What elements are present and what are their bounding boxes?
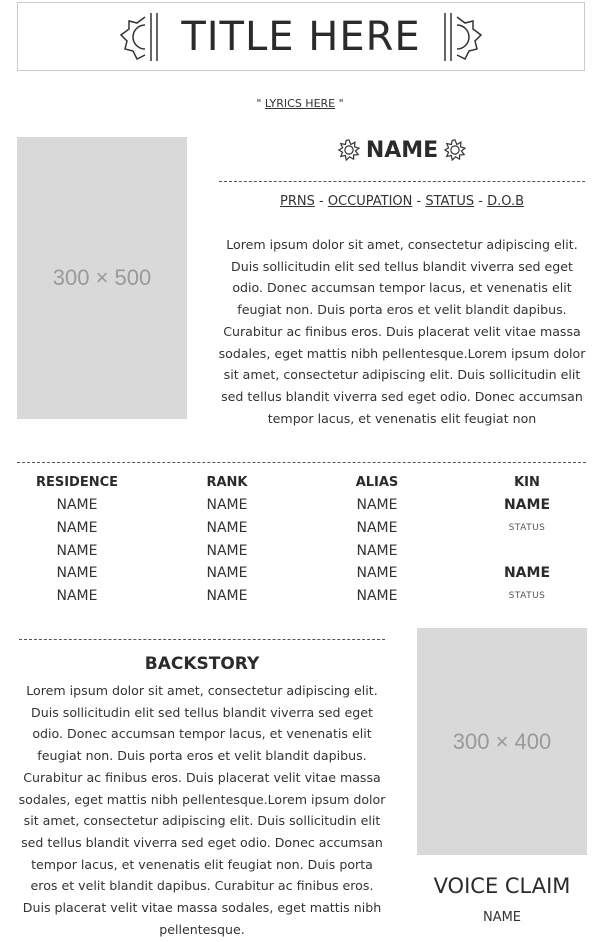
voice-claim-heading: VOICE CLAIM bbox=[433, 874, 571, 898]
detail-dob[interactable]: D.O.B bbox=[487, 194, 525, 209]
alias-item: NAME bbox=[356, 542, 398, 559]
detail-separator: - bbox=[318, 194, 324, 209]
sun-icon bbox=[338, 139, 360, 161]
residence-item: NAME bbox=[56, 497, 98, 513]
kin-header: KIN bbox=[514, 475, 540, 490]
residence-header: RESIDENCE bbox=[35, 475, 119, 490]
character-name-heading bbox=[218, 136, 586, 164]
lyrics-open-quote: " bbox=[256, 97, 262, 110]
kin-column bbox=[452, 472, 600, 608]
lyrics-close-quote: " bbox=[338, 97, 344, 110]
profile-image-placeholder bbox=[17, 137, 187, 419]
voice-claim-image-placeholder bbox=[417, 628, 587, 855]
alias-column bbox=[302, 472, 452, 608]
sun-icon bbox=[444, 139, 466, 161]
placeholder-label: 300 × 400 bbox=[452, 728, 552, 754]
ornament-left-icon bbox=[115, 9, 163, 65]
residence-item: NAME bbox=[56, 542, 98, 559]
rank-item: NAME bbox=[206, 588, 248, 605]
rank-item: NAME bbox=[206, 565, 248, 582]
kin-name: NAME bbox=[503, 565, 551, 582]
kin-spacer bbox=[452, 540, 600, 563]
backstory-heading: BACKSTORY bbox=[144, 654, 260, 674]
rank-item: NAME bbox=[206, 497, 248, 513]
residence-item: NAME bbox=[56, 588, 98, 605]
residence-column bbox=[2, 472, 152, 608]
backstory-paragraph: Lorem ipsum dolor sit amet, consectetur adipiscing elit. Duis sollicitudin elit sed tellus blandit viverra sed eget odio. Donec accumsan tempor lacus, et venenatis elit feugiat non. Duis porta eros et velit blandit dapibus. Curabitur ac finibus eros. Duis placerat velit vitae massa sodales, eget mattis nibh pellentesque.Lorem ipsum dolor sit amet, consectetur adipiscing elit. Duis sollicitudin elit sed tellus blandit viverra sed eget odio. Donec accumsan tempor lacus, et venenatis elit feugiat non. Duis porta eros et velit blandit dapibus. Curabitur ac finibus eros. Duis placerat velit vitae massa sodales, eget mattis nibh pellentesque. bbox=[18, 683, 386, 937]
alias-item: NAME bbox=[356, 497, 398, 513]
alias-item: NAME bbox=[356, 588, 398, 605]
rank-item: NAME bbox=[206, 542, 248, 559]
lyrics-line bbox=[0, 97, 600, 110]
bio-paragraph: Lorem ipsum dolor sit amet, consectetur adipiscing elit. Duis sollicitudin elit sed tellus blandit viverra sed eget odio. Donec accumsan tempor lacus, et venenatis elit feugiat non. Duis porta eros et velit blandit dapibus. Curabitur ac finibus eros. Duis placerat velit vitae massa sodales, eget mattis nibh pellentesque.Lorem ipsum dolor sit amet, consectetur adipiscing elit. Duis sollicitudin elit sed tellus blandit viverra sed eget odio. Donec accumsan tempor lacus, et venenatis elit feugiat non bbox=[218, 237, 586, 426]
dashed-divider bbox=[219, 181, 585, 182]
alias-header: ALIAS bbox=[355, 475, 399, 490]
kin-name: NAME bbox=[503, 497, 551, 513]
page-title: TITLE HERE bbox=[181, 13, 421, 60]
ornament-right-icon bbox=[439, 9, 487, 65]
detail-occupation[interactable]: OCCUPATION bbox=[327, 194, 413, 209]
detail-separator: - bbox=[416, 194, 422, 209]
residence-item: NAME bbox=[56, 565, 98, 582]
dashed-divider bbox=[17, 462, 586, 463]
lyrics-text[interactable]: LYRICS HERE bbox=[264, 97, 336, 110]
kin-status: STATUS bbox=[508, 522, 546, 533]
detail-status[interactable]: STATUS bbox=[425, 194, 475, 209]
rank-column bbox=[152, 472, 302, 608]
detail-separator: - bbox=[478, 194, 483, 209]
dashed-divider bbox=[19, 639, 385, 640]
alias-item: NAME bbox=[356, 519, 398, 536]
kin-status: STATUS bbox=[508, 591, 546, 602]
placeholder-label: 300 × 500 bbox=[52, 265, 152, 290]
character-name: NAME bbox=[365, 137, 439, 163]
alias-item: NAME bbox=[356, 565, 398, 582]
residence-item: NAME bbox=[56, 519, 98, 536]
detail-pronouns[interactable]: PRNS bbox=[279, 194, 315, 209]
rank-header: RANK bbox=[206, 475, 248, 490]
details-line bbox=[218, 194, 586, 209]
title-banner bbox=[17, 2, 585, 71]
rank-item: NAME bbox=[206, 519, 248, 536]
voice-claim-name: NAME bbox=[482, 910, 522, 925]
